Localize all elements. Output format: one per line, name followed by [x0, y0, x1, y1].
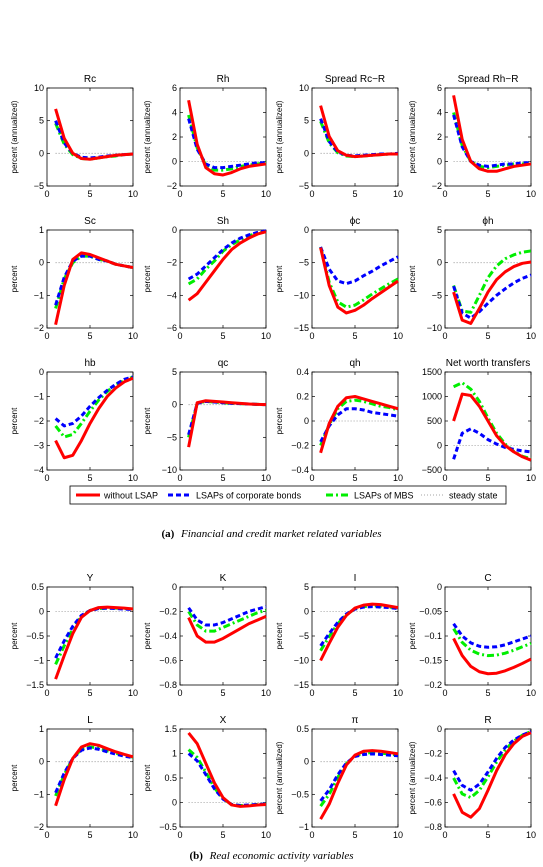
chart-5-xtick-label: 5 — [87, 331, 93, 341]
chart-4-ytick-label: 2 — [436, 132, 442, 142]
chart-11-ytick-label: −0.2 — [291, 440, 309, 451]
chart-18-title: X — [219, 715, 227, 726]
chart-1-ytick-label: 10 — [33, 83, 44, 93]
chart-18-ytick-label: 1 — [171, 748, 177, 759]
chart-5-ytick-label: −1 — [33, 290, 44, 301]
chart-9 — [10, 358, 138, 483]
chart-12-xtick-label: 10 — [525, 473, 537, 483]
chart-20-ytick-label: −0.8 — [424, 822, 442, 832]
chart-11-frame — [312, 372, 398, 470]
chart-8-title: ϕh — [482, 216, 494, 227]
chart-18-xtick-label: 0 — [177, 830, 183, 840]
chart-14-frame — [180, 587, 266, 685]
chart-2-ytick-label: 2 — [171, 132, 177, 142]
legend — [70, 486, 506, 504]
chart-15-ytick-label: −10 — [293, 655, 309, 666]
chart-3-xtick-label: 0 — [309, 189, 315, 199]
chart-9-ytick-label: −2 — [33, 416, 44, 426]
chart-14-title: K — [219, 573, 227, 584]
chart-3 — [275, 74, 403, 199]
chart-18-xtick-label: 5 — [220, 830, 226, 840]
chart-17 — [10, 715, 138, 840]
chart-11-ytick-label: 0.4 — [296, 367, 309, 377]
chart-5-ylabel: percent — [10, 265, 19, 293]
chart-16-ytick-label: −0.2 — [424, 680, 442, 690]
chart-6-ytick-label: −6 — [166, 323, 177, 333]
chart-9-ytick-label: −4 — [33, 465, 44, 475]
chart-15-ytick-label: −15 — [293, 680, 309, 690]
chart-20-xtick-label: 10 — [525, 830, 537, 840]
chart-4-xtick-label: 5 — [485, 189, 491, 199]
chart-7 — [275, 216, 403, 341]
chart-8-ytick-label: 5 — [436, 225, 442, 235]
chart-7-xtick-label: 0 — [309, 331, 315, 341]
chart-16-ytick-label: −0.15 — [419, 655, 442, 666]
chart-11-title: qh — [349, 358, 361, 369]
chart-9-ytick-label: −3 — [33, 440, 44, 451]
chart-14-ytick-label: 0 — [171, 582, 177, 592]
chart-15 — [275, 573, 403, 698]
chart-15-title: I — [353, 573, 357, 584]
chart-3-ylabel: percent (annualized) — [275, 100, 284, 174]
chart-16-xtick-label: 10 — [525, 688, 537, 698]
chart-19-xtick-label: 5 — [352, 830, 358, 840]
chart-1-ytick-label: −5 — [33, 181, 44, 191]
chart-16 — [408, 573, 536, 698]
chart-17-ytick-label: −1 — [33, 789, 44, 800]
chart-13-ytick-label: −0.5 — [26, 631, 44, 641]
chart-10-xtick-label: 5 — [220, 473, 226, 483]
chart-18-frame — [180, 729, 266, 827]
chart-1-xtick-label: 10 — [127, 189, 139, 199]
chart-14-ytick-label: −0.8 — [159, 680, 177, 690]
chart-5-ytick-label: 0 — [38, 257, 44, 268]
chart-8-ylabel: percent — [408, 265, 417, 293]
chart-10-title: qc — [217, 358, 229, 369]
chart-1-xtick-label: 0 — [44, 189, 50, 199]
chart-20-ylabel: percent (annualized) — [408, 741, 417, 815]
chart-20-ytick-label: −0.6 — [424, 797, 442, 808]
chart-11 — [275, 358, 403, 483]
chart-14-ytick-label: −0.4 — [159, 631, 177, 641]
chart-19 — [275, 715, 403, 840]
chart-9-ytick-label: −1 — [33, 391, 44, 402]
chart-7-frame — [312, 230, 398, 328]
chart-20-xtick-label: 5 — [485, 830, 491, 840]
chart-12-ytick-label: −500 — [421, 465, 442, 475]
chart-19-ytick-label: −1 — [298, 822, 309, 832]
chart-4-xtick-label: 0 — [442, 189, 448, 199]
chart-11-ytick-label: −0.4 — [291, 465, 309, 475]
chart-11-ytick-label: 0 — [303, 416, 309, 426]
chart-20-title: R — [484, 715, 492, 726]
caption-b-text: Real economic activity variables — [209, 850, 354, 862]
chart-6-title: Sh — [216, 216, 230, 227]
chart-4-ytick-label: 6 — [436, 83, 442, 93]
chart-7-ytick-label: 0 — [303, 225, 309, 235]
chart-7-ylabel: percent — [275, 265, 284, 293]
chart-16-frame — [445, 587, 531, 685]
chart-17-ytick-label: 0 — [38, 756, 44, 767]
chart-2-ylabel: percent (annualized) — [143, 100, 152, 174]
chart-16-title: C — [484, 573, 492, 584]
chart-19-xtick-label: 10 — [392, 830, 404, 840]
chart-12-title: Net worth transfers — [445, 358, 531, 369]
chart-11-ylabel: percent — [275, 407, 284, 435]
chart-2-ytick-label: 4 — [171, 107, 177, 118]
chart-17-ytick-label: −2 — [33, 822, 44, 832]
chart-5 — [10, 216, 138, 341]
chart-12-ytick-label: 500 — [426, 416, 442, 426]
chart-19-ytick-label: 0 — [303, 756, 309, 767]
caption-b-label: (b) — [189, 850, 203, 862]
chart-7-ytick-label: −5 — [298, 257, 309, 268]
chart-13-ytick-label: −1 — [33, 655, 44, 666]
chart-7-title: ϕc — [349, 216, 361, 227]
chart-14-ylabel: percent — [143, 622, 152, 650]
chart-11-ytick-label: 0.2 — [296, 391, 309, 402]
chart-4-ytick-label: 0 — [436, 156, 442, 167]
chart-17-title: L — [87, 715, 93, 726]
chart-13-ytick-label: 0.5 — [31, 582, 44, 592]
caption-a-text: Financial and credit market related variables — [181, 528, 382, 540]
chart-1 — [10, 74, 138, 199]
chart-8-ytick-label: 0 — [436, 257, 442, 268]
chart-13-title: Y — [86, 573, 94, 584]
chart-15-ytick-label: −5 — [298, 631, 309, 641]
chart-18-ytick-label: 0.5 — [164, 773, 177, 783]
chart-3-frame — [312, 88, 398, 186]
chart-15-xtick-label: 0 — [309, 688, 315, 698]
chart-20-xtick-label: 0 — [442, 830, 448, 840]
chart-1-xtick-label: 5 — [87, 189, 93, 199]
chart-17-xtick-label: 10 — [127, 830, 139, 840]
chart-17-xtick-label: 0 — [44, 830, 50, 840]
chart-10-ylabel: percent — [143, 407, 152, 435]
chart-6-ytick-label: −4 — [166, 290, 177, 301]
chart-6-ylabel: percent — [143, 265, 152, 293]
chart-16-ytick-label: −0.05 — [419, 606, 442, 617]
chart-18-ytick-label: 1.5 — [164, 724, 177, 734]
chart-10-ytick-label: 0 — [171, 399, 177, 410]
chart-17-ylabel: percent — [10, 764, 19, 792]
chart-14-ytick-label: −0.2 — [159, 606, 177, 617]
chart-19-ytick-label: −0.5 — [291, 789, 309, 800]
chart-4-title: Spread Rh−R — [457, 74, 519, 85]
chart-14-xtick-label: 10 — [260, 688, 272, 698]
chart-2-ytick-label: −2 — [166, 181, 177, 191]
chart-18-ytick-label: 0 — [171, 797, 177, 808]
chart-2 — [143, 74, 271, 199]
chart-12-xtick-label: 5 — [485, 473, 491, 483]
legend-entry-lsaps-of-corporate-bonds-label: LSAPs of corporate bonds — [196, 490, 302, 501]
chart-19-ytick-label: 0.5 — [296, 724, 309, 734]
chart-13 — [10, 573, 138, 698]
chart-3-ytick-label: 0 — [303, 148, 309, 159]
chart-14-xtick-label: 0 — [177, 688, 183, 698]
chart-14-ytick-label: −0.6 — [159, 655, 177, 666]
chart-4 — [408, 74, 536, 199]
chart-12-ytick-label: 0 — [436, 440, 442, 451]
chart-19-title: π — [351, 715, 359, 726]
chart-15-xtick-label: 10 — [392, 688, 404, 698]
chart-13-xtick-label: 10 — [127, 688, 139, 698]
caption-a-label: (a) — [161, 528, 175, 540]
chart-18 — [143, 715, 271, 840]
chart-3-xtick-label: 10 — [392, 189, 404, 199]
chart-6-ytick-label: 0 — [171, 225, 177, 235]
chart-10-xtick-label: 0 — [177, 473, 183, 483]
chart-7-ytick-label: −10 — [293, 290, 309, 301]
chart-9-xtick-label: 5 — [87, 473, 93, 483]
chart-16-ytick-label: 0 — [436, 582, 442, 592]
chart-13-ytick-label: −1.5 — [26, 680, 44, 690]
chart-5-ytick-label: −2 — [33, 323, 44, 333]
chart-13-ylabel: percent — [10, 622, 19, 650]
chart-6-xtick-label: 10 — [260, 331, 272, 341]
chart-4-ytick-label: −2 — [431, 181, 442, 191]
chart-5-xtick-label: 10 — [127, 331, 139, 341]
chart-12-ytick-label: 1000 — [421, 391, 442, 402]
chart-8-xtick-label: 0 — [442, 331, 448, 341]
chart-6 — [143, 216, 271, 341]
chart-3-ytick-label: −5 — [298, 181, 309, 191]
legend-entry-without-lsap-label: without LSAP — [104, 490, 159, 501]
chart-9-ytick-label: 0 — [38, 367, 44, 377]
chart-2-xtick-label: 10 — [260, 189, 272, 199]
chart-15-ytick-label: 5 — [303, 582, 309, 592]
chart-10-ytick-label: −5 — [166, 432, 177, 443]
chart-1-title: Rc — [83, 74, 97, 85]
chart-11-xtick-label: 10 — [392, 473, 404, 483]
chart-1-ytick-label: 5 — [38, 115, 44, 126]
chart-14-xtick-label: 5 — [220, 688, 226, 698]
legend-entry-lsaps-of-mbs-label: LSAPs of MBS — [354, 490, 414, 501]
chart-5-title: Sc — [84, 216, 96, 227]
chart-20-ytick-label: −0.2 — [424, 748, 442, 759]
chart-5-xtick-label: 0 — [44, 331, 50, 341]
chart-6-frame — [180, 230, 266, 328]
chart-17-xtick-label: 5 — [87, 830, 93, 840]
chart-13-xtick-label: 5 — [87, 688, 93, 698]
chart-2-title: Rh — [216, 74, 230, 85]
chart-10-xtick-label: 10 — [260, 473, 272, 483]
chart-7-xtick-label: 5 — [352, 331, 358, 341]
chart-9-ylabel: percent — [10, 407, 19, 435]
chart-10-ytick-label: 5 — [171, 367, 177, 377]
chart-15-ylabel: percent — [275, 622, 284, 650]
chart-5-frame — [47, 230, 133, 328]
chart-7-xtick-label: 10 — [392, 331, 404, 341]
chart-4-ytick-label: 4 — [436, 107, 442, 118]
chart-2-ytick-label: 0 — [171, 156, 177, 167]
chart-8-xtick-label: 10 — [525, 331, 537, 341]
caption-b — [0, 850, 543, 862]
chart-8-xtick-label: 5 — [485, 331, 491, 341]
chart-13-xtick-label: 0 — [44, 688, 50, 698]
chart-6-ytick-label: −2 — [166, 257, 177, 268]
chart-1-frame — [47, 88, 133, 186]
chart-2-ytick-label: 6 — [171, 83, 177, 93]
chart-16-xtick-label: 0 — [442, 688, 448, 698]
chart-18-ytick-label: −0.5 — [159, 822, 177, 832]
chart-7-ytick-label: −15 — [293, 323, 309, 333]
chart-13-ytick-label: 0 — [38, 606, 44, 617]
chart-8-ytick-label: −5 — [431, 290, 442, 301]
chart-20 — [408, 715, 536, 840]
chart-11-xtick-label: 5 — [352, 473, 358, 483]
chart-8 — [408, 216, 536, 341]
chart-6-xtick-label: 0 — [177, 331, 183, 341]
chart-2-xtick-label: 0 — [177, 189, 183, 199]
chart-5-ytick-label: 1 — [38, 225, 44, 235]
chart-3-title: Spread Rc−R — [324, 74, 386, 85]
chart-4-xtick-label: 10 — [525, 189, 537, 199]
caption-a — [0, 528, 543, 540]
chart-3-xtick-label: 5 — [352, 189, 358, 199]
chart-1-ylabel: percent (annualized) — [10, 100, 19, 174]
chart-3-ytick-label: 10 — [298, 83, 309, 93]
chart-15-frame — [312, 587, 398, 685]
chart-3-ytick-label: 5 — [303, 115, 309, 126]
chart-19-xtick-label: 0 — [309, 830, 315, 840]
chart-20-ytick-label: −0.4 — [424, 773, 442, 783]
chart-6-xtick-label: 5 — [220, 331, 226, 341]
chart-12-xtick-label: 0 — [442, 473, 448, 483]
chart-14 — [143, 573, 271, 698]
chart-16-xtick-label: 5 — [485, 688, 491, 698]
chart-17-ytick-label: 1 — [38, 724, 44, 734]
chart-9-title: hb — [84, 358, 96, 369]
chart-20-ytick-label: 0 — [436, 724, 442, 734]
chart-9-xtick-label: 10 — [127, 473, 139, 483]
chart-10 — [143, 358, 271, 483]
legend-entry-steady-state-label: steady state — [449, 490, 498, 501]
chart-1-ytick-label: 0 — [38, 148, 44, 159]
chart-9-xtick-label: 0 — [44, 473, 50, 483]
chart-2-xtick-label: 5 — [220, 189, 226, 199]
chart-19-ylabel: percent (annualized) — [275, 741, 284, 815]
chart-4-ylabel: percent (annualized) — [408, 100, 417, 174]
chart-10-ytick-label: −10 — [161, 465, 177, 475]
chart-8-ytick-label: −10 — [426, 323, 442, 333]
chart-12-ytick-label: 1500 — [421, 367, 442, 377]
chart-11-xtick-label: 0 — [309, 473, 315, 483]
chart-16-ytick-label: −0.1 — [424, 631, 442, 641]
chart-12 — [422, 358, 536, 483]
chart-18-xtick-label: 10 — [260, 830, 272, 840]
chart-15-xtick-label: 5 — [352, 688, 358, 698]
chart-18-ylabel: percent — [143, 764, 152, 792]
chart-16-ylabel: percent — [408, 622, 417, 650]
chart-15-ytick-label: 0 — [303, 606, 309, 617]
